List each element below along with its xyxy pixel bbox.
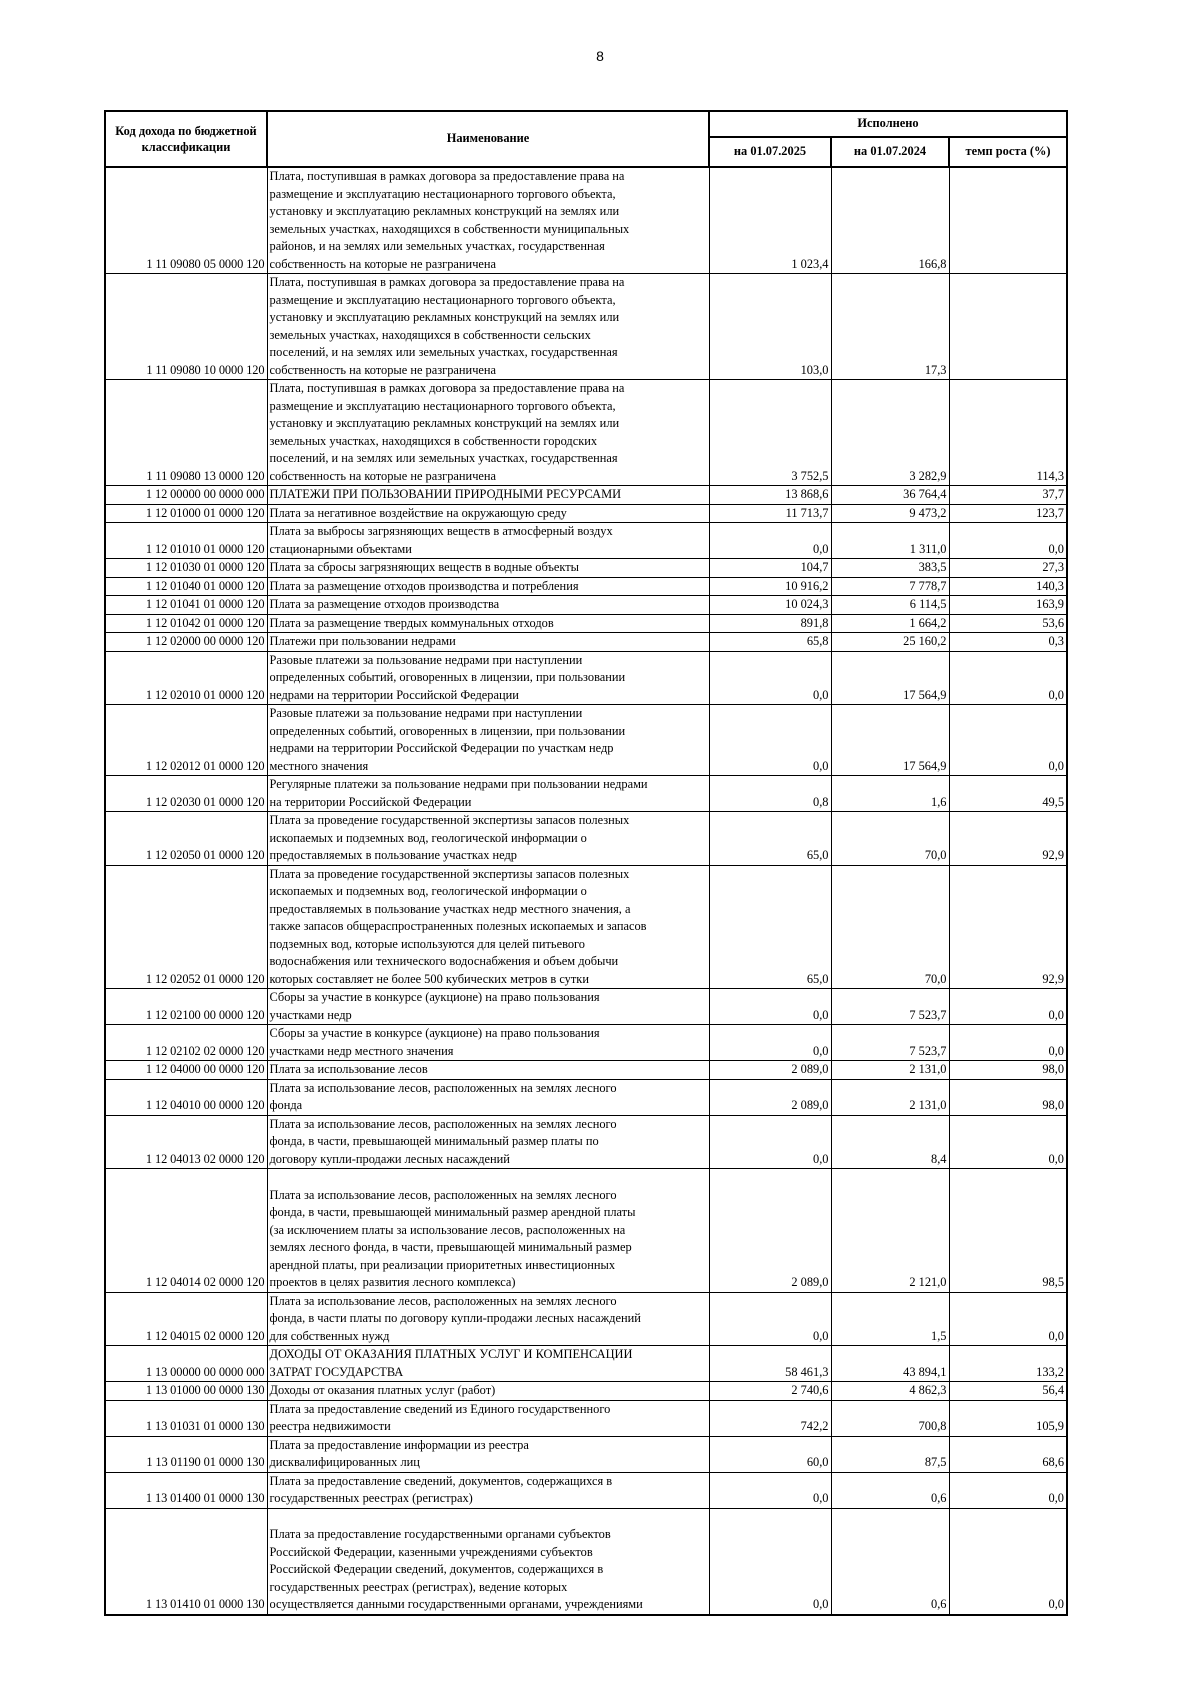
row-name	[267, 167, 709, 274]
table-row	[105, 559, 1067, 578]
row-name-line: осуществляется данными государственными органами, учреждениями	[269, 1597, 643, 1611]
row-value-2025: 891,8	[709, 614, 831, 633]
row-growth: 98,0	[949, 1079, 1067, 1115]
row-value-2025: 742,2	[709, 1400, 831, 1436]
row-value-2025: 2 089,0	[709, 1169, 831, 1293]
row-name	[267, 523, 709, 559]
row-code: 1 11 09080 10 0000 120	[105, 274, 267, 380]
row-name-line: участками недр местного значения	[269, 1043, 454, 1058]
row-name-line: Разовые платежи за пользование недрами при наступлении	[269, 652, 583, 667]
row-name	[267, 1436, 709, 1472]
table-row	[105, 705, 1067, 776]
table-row	[105, 633, 1067, 652]
row-growth: 0,3	[949, 633, 1067, 652]
row-value-2024: 166,8	[831, 167, 949, 274]
row-growth: 98,0	[949, 1061, 1067, 1080]
row-name	[267, 1025, 709, 1061]
row-name-line: Регулярные платежи за пользование недрами при пользовании недрами	[269, 777, 648, 791]
row-growth: 68,6	[949, 1436, 1067, 1472]
row-value-2025: 3 752,5	[709, 380, 831, 486]
row-value-2024: 0,6	[831, 1472, 949, 1508]
row-name-line: фонда, в части, превышающей минимальный размер арендной платы	[269, 1205, 636, 1219]
row-name-line: проектов в целях развития лесного комплекса)	[269, 1275, 516, 1289]
table-body	[105, 167, 1067, 1615]
row-name-line: предоставляемых в пользование участках недр	[269, 848, 518, 862]
row-growth: 105,9	[949, 1400, 1067, 1436]
row-name-line: земельных участках, находящихся в собственности муниципальных	[269, 221, 630, 236]
row-name-line: земельных участках, находящихся в собственности городских	[269, 433, 598, 448]
row-name	[267, 1346, 709, 1382]
row-code: 1 12 02010 01 0000 120	[105, 651, 267, 705]
row-code: 1 12 02012 01 0000 120	[105, 705, 267, 776]
row-value-2025: 0,8	[709, 776, 831, 812]
table-row	[105, 1346, 1067, 1382]
row-growth: 49,5	[949, 776, 1067, 812]
row-name	[267, 1400, 709, 1436]
table-row	[105, 1436, 1067, 1472]
row-code: 1 13 01400 01 0000 130	[105, 1472, 267, 1508]
row-name-line: ископаемых и подземных вод, геологической информации о	[269, 830, 587, 845]
table-row	[105, 577, 1067, 596]
row-name	[267, 614, 709, 633]
row-name-line: ЗАТРАТ ГОСУДАРСТВА	[269, 1364, 404, 1379]
row-growth: 27,3	[949, 559, 1067, 578]
row-code: 1 12 01000 01 0000 120	[105, 504, 267, 523]
table-row	[105, 504, 1067, 523]
row-name-line: Плата за использование лесов, расположенных на землях лесного	[269, 1116, 617, 1131]
row-code: 1 12 04014 02 0000 120	[105, 1169, 267, 1293]
row-code: 1 12 01040 01 0000 120	[105, 577, 267, 596]
row-growth: 0,0	[949, 705, 1067, 776]
header-2024: на 01.07.2024	[831, 137, 949, 167]
row-value-2025: 65,0	[709, 812, 831, 866]
row-name-line: Платежи при пользовании недрами	[269, 634, 456, 648]
row-growth: 37,7	[949, 486, 1067, 505]
row-value-2024: 43 894,1	[831, 1346, 949, 1382]
row-value-2025: 1 023,4	[709, 167, 831, 274]
table-row	[105, 989, 1067, 1025]
row-growth: 114,3	[949, 380, 1067, 486]
row-name-line: фонда	[269, 1098, 303, 1112]
page-number: 8	[596, 48, 604, 64]
row-code: 1 12 01042 01 0000 120	[105, 614, 267, 633]
row-name-line: Плата за использование лесов	[269, 1062, 428, 1076]
row-name-line: Сборы за участие в конкурсе (аукционе) на право пользования	[269, 1026, 600, 1040]
row-growth: 140,3	[949, 577, 1067, 596]
row-growth: 53,6	[949, 614, 1067, 633]
row-name	[267, 1079, 709, 1115]
row-name-line: земельных участках, находящихся в собственности сельских	[269, 327, 591, 342]
row-name-line: Российской Федерации, казенными учреждениями субъектов	[269, 1544, 593, 1559]
row-value-2025: 104,7	[709, 559, 831, 578]
row-name	[267, 504, 709, 523]
row-value-2024: 17 564,9	[831, 651, 949, 705]
table-row	[105, 776, 1067, 812]
row-code: 1 12 04010 00 0000 120	[105, 1079, 267, 1115]
row-name-line: Плата, поступившая в рамках договора за предоставление права на	[269, 381, 625, 395]
row-name-line: которых составляет не более 500 кубических метров в сутки	[269, 971, 589, 986]
row-growth	[949, 274, 1067, 380]
row-value-2024: 2 121,0	[831, 1169, 949, 1293]
row-name-line: Плата за предоставление сведений из Единого государственного	[269, 1401, 611, 1416]
row-name-line: Плата за размещение отходов производства и потребления	[269, 578, 579, 593]
row-code: 1 12 02052 01 0000 120	[105, 865, 267, 989]
row-name-line: на территории Российской Федерации	[269, 794, 472, 809]
row-growth: 92,9	[949, 812, 1067, 866]
row-name-line: поселений, и на землях или земельных участках, государственная	[269, 451, 618, 465]
table-row	[105, 486, 1067, 505]
row-name-line: государственных реестрах (регистрах), ведение которых	[269, 1579, 568, 1594]
table-row	[105, 1169, 1067, 1293]
row-name-line: Плата за размещение отходов производства	[269, 597, 500, 611]
header-code: Код дохода по бюджетной классификации	[105, 111, 267, 167]
row-code: 1 12 04000 00 0000 120	[105, 1061, 267, 1080]
row-name-line: размещение и эксплуатацию нестационарного торгового объекта,	[269, 292, 616, 307]
row-name-line: ПЛАТЕЖИ ПРИ ПОЛЬЗОВАНИИ ПРИРОДНЫМИ РЕСУРСАМИ	[269, 487, 622, 501]
row-name-line: для собственных нужд	[269, 1328, 390, 1343]
table-row	[105, 1472, 1067, 1508]
row-code: 1 12 01030 01 0000 120	[105, 559, 267, 578]
row-name-line: Плата за предоставление государственными органами субъектов	[269, 1527, 611, 1541]
row-name-line: местного значения	[269, 758, 369, 773]
row-value-2024: 383,5	[831, 559, 949, 578]
row-code: 1 11 09080 13 0000 120	[105, 380, 267, 486]
row-value-2024: 1 664,2	[831, 614, 949, 633]
row-name-line: Плата за размещение твердых коммунальных отходов	[269, 615, 554, 630]
row-name-line: ископаемых и подземных вод, геологической информации о	[269, 884, 587, 898]
row-name-line: участками недр	[269, 1007, 352, 1022]
row-name-line: определенных событий, оговоренных в лицензии, при пользовании	[269, 670, 626, 684]
row-value-2024: 2 131,0	[831, 1079, 949, 1115]
row-growth: 0,0	[949, 1292, 1067, 1346]
table-row	[105, 651, 1067, 705]
row-name-line: подземных вод, которые используются для целей питьевого	[269, 936, 585, 951]
row-code: 1 13 01190 01 0000 130	[105, 1436, 267, 1472]
row-name	[267, 1472, 709, 1508]
row-value-2024: 70,0	[831, 812, 949, 866]
row-name	[267, 1292, 709, 1346]
row-value-2025: 2 089,0	[709, 1079, 831, 1115]
row-value-2024: 6 114,5	[831, 596, 949, 615]
row-value-2025: 2 089,0	[709, 1061, 831, 1080]
row-value-2024: 70,0	[831, 865, 949, 989]
row-value-2025: 0,0	[709, 523, 831, 559]
row-name-line: Российской Федерации сведений, документов, содержащихся в	[269, 1562, 604, 1576]
row-value-2024: 700,8	[831, 1400, 949, 1436]
row-name-line: недрами на территории Российской Федерации по участкам недр	[269, 741, 614, 755]
row-value-2024: 4 862,3	[831, 1382, 949, 1401]
table-row	[105, 1115, 1067, 1169]
header-2025: на 01.07.2025	[709, 137, 831, 167]
row-growth: 163,9	[949, 596, 1067, 615]
row-name-line: фонда, в части, превышающей минимальный размер платы по	[269, 1134, 599, 1148]
row-value-2025: 0,0	[709, 651, 831, 705]
row-name-line: землях лесного фонда, в части, превышающей минимальный размер	[269, 1240, 632, 1254]
row-growth: 123,7	[949, 504, 1067, 523]
revenue-table	[104, 110, 1068, 1616]
row-code: 1 12 02050 01 0000 120	[105, 812, 267, 866]
row-value-2025: 60,0	[709, 1436, 831, 1472]
row-name-line: Плата за использование лесов, расположенных на землях лесного	[269, 1080, 617, 1095]
row-growth: 0,0	[949, 1508, 1067, 1615]
row-name	[267, 776, 709, 812]
row-name-line: районов, и на землях или земельных участках, государственная	[269, 239, 605, 253]
row-value-2024: 2 131,0	[831, 1061, 949, 1080]
row-name-line: Плата за проведение государственной экспертизы запасов полезных	[269, 813, 630, 827]
row-value-2024: 7 523,7	[831, 989, 949, 1025]
row-name-line: Плата за выбросы загрязняющих веществ в атмосферный воздух	[269, 524, 613, 538]
row-growth: 0,0	[949, 989, 1067, 1025]
row-name	[267, 812, 709, 866]
row-value-2025: 65,0	[709, 865, 831, 989]
row-value-2024: 7 778,7	[831, 577, 949, 596]
table-row	[105, 1508, 1067, 1615]
row-growth: 133,2	[949, 1346, 1067, 1382]
table-row	[105, 596, 1067, 615]
row-growth: 98,5	[949, 1169, 1067, 1293]
row-name-line: Плата за предоставление сведений, документов, содержащихся в	[269, 1473, 613, 1488]
table-row	[105, 1400, 1067, 1436]
row-name	[267, 705, 709, 776]
row-code: 1 12 04013 02 0000 120	[105, 1115, 267, 1169]
row-name-line	[270, 1169, 707, 1187]
row-name	[267, 1508, 709, 1615]
row-name-line	[270, 1509, 707, 1527]
row-name	[267, 380, 709, 486]
row-code: 1 13 01410 01 0000 130	[105, 1508, 267, 1615]
row-name-line: Плата за проведение государственной экспертизы запасов полезных	[269, 866, 630, 881]
row-name-line: ДОХОДЫ ОТ ОКАЗАНИЯ ПЛАТНЫХ УСЛУГ И КОМПЕНСАЦИИ	[269, 1347, 633, 1361]
row-name-line: Сборы за участие в конкурсе (аукционе) на право пользования	[269, 990, 600, 1004]
row-code: 1 12 02100 00 0000 120	[105, 989, 267, 1025]
row-growth: 92,9	[949, 865, 1067, 989]
row-name-line: Плата за предоставление информации из реестра	[269, 1437, 529, 1452]
row-name-line: установку и эксплуатацию рекламных конструкций на землях или	[269, 204, 620, 218]
table-header	[105, 111, 1067, 167]
row-code: 1 12 02000 00 0000 120	[105, 633, 267, 652]
row-value-2024: 1 311,0	[831, 523, 949, 559]
row-name-line: реестра недвижимости	[269, 1419, 391, 1433]
table-row	[105, 812, 1067, 866]
row-code: 1 13 00000 00 0000 000	[105, 1346, 267, 1382]
table-row	[105, 1382, 1067, 1401]
row-name	[267, 865, 709, 989]
row-name-line: размещение и эксплуатацию нестационарного торгового объекта,	[269, 186, 616, 201]
row-growth	[949, 167, 1067, 274]
row-value-2024: 0,6	[831, 1508, 949, 1615]
row-name-line: дисквалифицированных лиц	[269, 1455, 420, 1469]
row-name-line: недрами на территории Российской Федерации	[269, 687, 519, 702]
row-value-2024: 7 523,7	[831, 1025, 949, 1061]
row-value-2025: 0,0	[709, 1115, 831, 1169]
row-value-2024: 17 564,9	[831, 705, 949, 776]
row-value-2024: 17,3	[831, 274, 949, 380]
row-name	[267, 1382, 709, 1401]
row-name-line: арендной платы, при реализации приоритетных инвестиционных	[269, 1257, 616, 1272]
row-growth: 0,0	[949, 523, 1067, 559]
table-row	[105, 1292, 1067, 1346]
row-name	[267, 633, 709, 652]
table-row	[105, 1061, 1067, 1080]
row-name-line: фонда, в части платы по договору купли-продажи лесных насаждений	[269, 1311, 641, 1325]
row-name-line: водоснабжения или технического водоснабжения и объем добычи	[269, 954, 619, 968]
row-growth: 0,0	[949, 651, 1067, 705]
row-code: 1 13 01031 01 0000 130	[105, 1400, 267, 1436]
table-row	[105, 614, 1067, 633]
row-value-2025: 11 713,7	[709, 504, 831, 523]
row-name-line: государственных реестрах (регистрах)	[269, 1491, 473, 1505]
row-value-2025: 0,0	[709, 1025, 831, 1061]
row-name	[267, 596, 709, 615]
row-value-2025: 65,8	[709, 633, 831, 652]
row-value-2025: 103,0	[709, 274, 831, 380]
row-name-line: Плата за негативное воздействие на окружающую среду	[269, 505, 567, 520]
row-name-line: Плата, поступившая в рамках договора за предоставление права на	[269, 169, 625, 183]
header-name: Наименование	[267, 111, 709, 167]
header-executed: Исполнено	[709, 111, 1067, 137]
row-name	[267, 1169, 709, 1293]
row-code: 1 12 01010 01 0000 120	[105, 523, 267, 559]
row-growth: 0,0	[949, 1472, 1067, 1508]
header-growth: темп роста (%)	[949, 137, 1067, 167]
row-name-line: Разовые платежи за пользование недрами при наступлении	[269, 706, 583, 720]
table-row	[105, 380, 1067, 486]
row-code: 1 12 02030 01 0000 120	[105, 776, 267, 812]
row-name	[267, 559, 709, 578]
row-name-line: собственность на которые не разграничена	[269, 468, 497, 483]
row-value-2024: 1,5	[831, 1292, 949, 1346]
row-code: 1 11 09080 05 0000 120	[105, 167, 267, 274]
row-name	[267, 486, 709, 505]
row-code: 1 12 02102 02 0000 120	[105, 1025, 267, 1061]
row-value-2024: 25 160,2	[831, 633, 949, 652]
row-value-2024: 8,4	[831, 1115, 949, 1169]
row-name-line: Плата за сбросы загрязняющих веществ в водные объекты	[269, 560, 579, 574]
row-name	[267, 274, 709, 380]
table-row	[105, 1025, 1067, 1061]
table-row	[105, 167, 1067, 274]
row-value-2024: 87,5	[831, 1436, 949, 1472]
row-name-line: Плата за использование лесов, расположенных на землях лесного	[269, 1293, 617, 1308]
row-value-2025: 0,0	[709, 1292, 831, 1346]
table-row	[105, 523, 1067, 559]
row-name-line: собственность на которые не разграничена	[269, 256, 497, 271]
row-name-line: Плата, поступившая в рамках договора за предоставление права на	[269, 275, 625, 289]
row-code: 1 12 01041 01 0000 120	[105, 596, 267, 615]
row-value-2025: 2 740,6	[709, 1382, 831, 1401]
row-name-line: стационарными объектами	[269, 541, 412, 556]
row-value-2025: 58 461,3	[709, 1346, 831, 1382]
row-value-2025: 10 024,3	[709, 596, 831, 615]
row-name-line: собственность на которые не разграничена	[269, 362, 497, 377]
row-code: 1 13 01000 00 0000 130	[105, 1382, 267, 1401]
row-name	[267, 651, 709, 705]
row-name	[267, 577, 709, 596]
row-name-line: Плата за использование лесов, расположенных на землях лесного	[269, 1187, 617, 1202]
row-name-line: поселений, и на землях или земельных участках, государственная	[269, 345, 618, 359]
table-row	[105, 865, 1067, 989]
row-name	[267, 1061, 709, 1080]
row-value-2024: 36 764,4	[831, 486, 949, 505]
row-name	[267, 1115, 709, 1169]
row-value-2025: 10 916,2	[709, 577, 831, 596]
table-row	[105, 1079, 1067, 1115]
row-value-2025: 0,0	[709, 705, 831, 776]
row-code: 1 12 00000 00 0000 000	[105, 486, 267, 505]
row-growth: 56,4	[949, 1382, 1067, 1401]
row-value-2024: 9 473,2	[831, 504, 949, 523]
row-value-2024: 1,6	[831, 776, 949, 812]
row-name	[267, 989, 709, 1025]
row-value-2025: 0,0	[709, 989, 831, 1025]
row-value-2024: 3 282,9	[831, 380, 949, 486]
row-value-2025: 13 868,6	[709, 486, 831, 505]
row-name-line: также запасов общераспространенных полезных ископаемых и запасов	[269, 919, 647, 933]
row-name-line: Доходы от оказания платных услуг (работ)	[269, 1383, 496, 1397]
row-value-2025: 0,0	[709, 1508, 831, 1615]
row-name-line: договору купли-продажи лесных насаждений	[269, 1151, 510, 1166]
table-row	[105, 274, 1067, 380]
row-name-line: определенных событий, оговоренных в лицензии, при пользовании	[269, 723, 626, 738]
row-name-line: предоставляемых в пользование участках недр местного значения, а	[269, 901, 631, 916]
row-name-line: размещение и эксплуатацию нестационарного торгового объекта,	[269, 398, 616, 413]
row-name-line: (за исключением платы за использование лесов, расположенных на	[269, 1222, 626, 1237]
row-growth: 0,0	[949, 1025, 1067, 1061]
row-value-2025: 0,0	[709, 1472, 831, 1508]
row-name-line: установку и эксплуатацию рекламных конструкций на землях или	[269, 310, 620, 324]
row-growth: 0,0	[949, 1115, 1067, 1169]
row-code: 1 12 04015 02 0000 120	[105, 1292, 267, 1346]
row-name-line: установку и эксплуатацию рекламных конструкций на землях или	[269, 416, 620, 430]
